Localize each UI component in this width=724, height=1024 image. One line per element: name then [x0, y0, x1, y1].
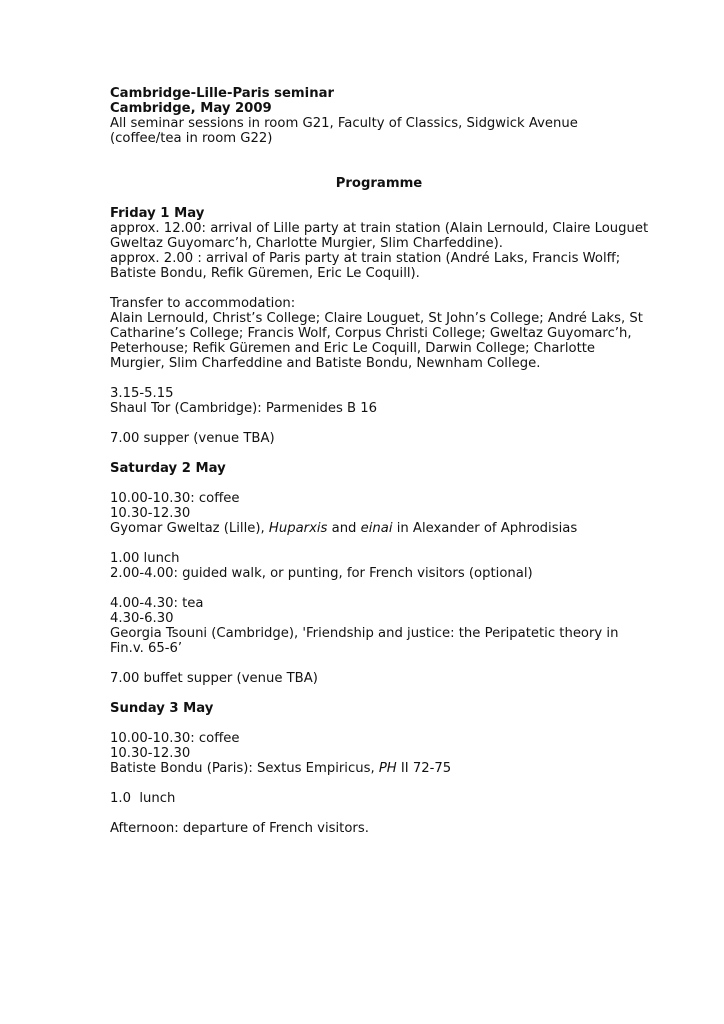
sunday-talk-rest: II 72-75 — [396, 761, 452, 776]
saturday-talk2-line1: Georgia Tsouni (Cambridge), 'Friendship and justice: the Peripatetic theory in — [110, 626, 619, 641]
saturday-session2-time: 4.30-6.30 — [110, 611, 174, 626]
friday-transfer-line: Murgier, Slim Charfeddine and Batiste Bondu, Newnham College. — [110, 356, 541, 371]
talk1-and: and — [327, 521, 361, 536]
document-content — [110, 86, 650, 836]
seminar-coffee-room: (coffee/tea in room G22) — [110, 131, 273, 146]
seminar-subtitle: Cambridge, May 2009 — [110, 101, 272, 116]
sunday-lunch: 1.0 lunch — [110, 791, 176, 806]
friday-arrival-line: approx. 2.00 : arrival of Paris party at train station (André Laks, Francis Wolff; — [110, 251, 621, 266]
friday-transfer-line: Peterhouse; Refik Güremen and Eric Le Coquill, Darwin College; Charlotte — [110, 341, 596, 356]
friday-transfer-line: Catharine’s College; Francis Wolf, Corpus Christi College; Gweltaz Guyomarc’h, — [110, 326, 632, 341]
saturday-talk2-line2: Fin.v. 65-6’ — [110, 641, 183, 656]
talk1-speaker: Gyomar Gweltaz (Lille), — [110, 521, 269, 536]
seminar-title: Cambridge-Lille-Paris seminar — [110, 86, 334, 101]
sunday-session-time: 10.30-12.30 — [110, 746, 191, 761]
sunday-talk-ph: PH — [378, 761, 397, 776]
friday-supper: 7.00 supper (venue TBA) — [110, 431, 275, 446]
saturday-talk1 — [110, 521, 650, 536]
sunday-departure: Afternoon: departure of French visitors. — [110, 821, 369, 836]
friday-heading: Friday 1 May — [110, 206, 205, 221]
saturday-supper: 7.00 buffet supper (venue TBA) — [110, 671, 318, 686]
sunday-coffee: 10.00-10.30: coffee — [110, 731, 240, 746]
friday-arrival-line: Batiste Bondu, Refik Güremen, Eric Le Coquill). — [110, 266, 420, 281]
sunday-talk — [110, 761, 650, 776]
programme-heading: Programme — [335, 176, 423, 191]
saturday-heading: Saturday 2 May — [110, 461, 226, 476]
friday-session-talk: Shaul Tor (Cambridge): Parmenides B 16 — [110, 401, 378, 416]
sunday-heading: Sunday 3 May — [110, 701, 214, 716]
friday-session-time: 3.15-5.15 — [110, 386, 174, 401]
saturday-tea: 4.00-4.30: tea — [110, 596, 204, 611]
saturday-walk: 2.00-4.00: guided walk, or punting, for French visitors (optional) — [110, 566, 533, 581]
friday-transfer-line: Alain Lernould, Christ’s College; Claire Louguet, St John’s College; André Laks, St — [110, 311, 643, 326]
saturday-session1-time: 10.30-12.30 — [110, 506, 191, 521]
friday-transfer-line: Transfer to accommodation: — [110, 296, 296, 311]
sunday-talk-speaker: Batiste Bondu (Paris): Sextus Empiricus, — [110, 761, 379, 776]
talk1-rest: in Alexander of Aphrodisias — [392, 521, 578, 536]
friday-arrival-line: Gweltaz Guyomarc’h, Charlotte Murgier, Slim Charfeddine). — [110, 236, 503, 251]
talk1-term-einai: einai — [360, 521, 393, 536]
friday-arrival-line: approx. 12.00: arrival of Lille party at train station (Alain Lernould, Claire Louguet — [110, 221, 649, 236]
seminar-location: All seminar sessions in room G21, Faculty of Classics, Sidgwick Avenue — [110, 116, 578, 131]
saturday-coffee: 10.00-10.30: coffee — [110, 491, 240, 506]
talk1-term-huparxis: Huparxis — [268, 521, 328, 536]
saturday-lunch: 1.00 lunch — [110, 551, 180, 566]
